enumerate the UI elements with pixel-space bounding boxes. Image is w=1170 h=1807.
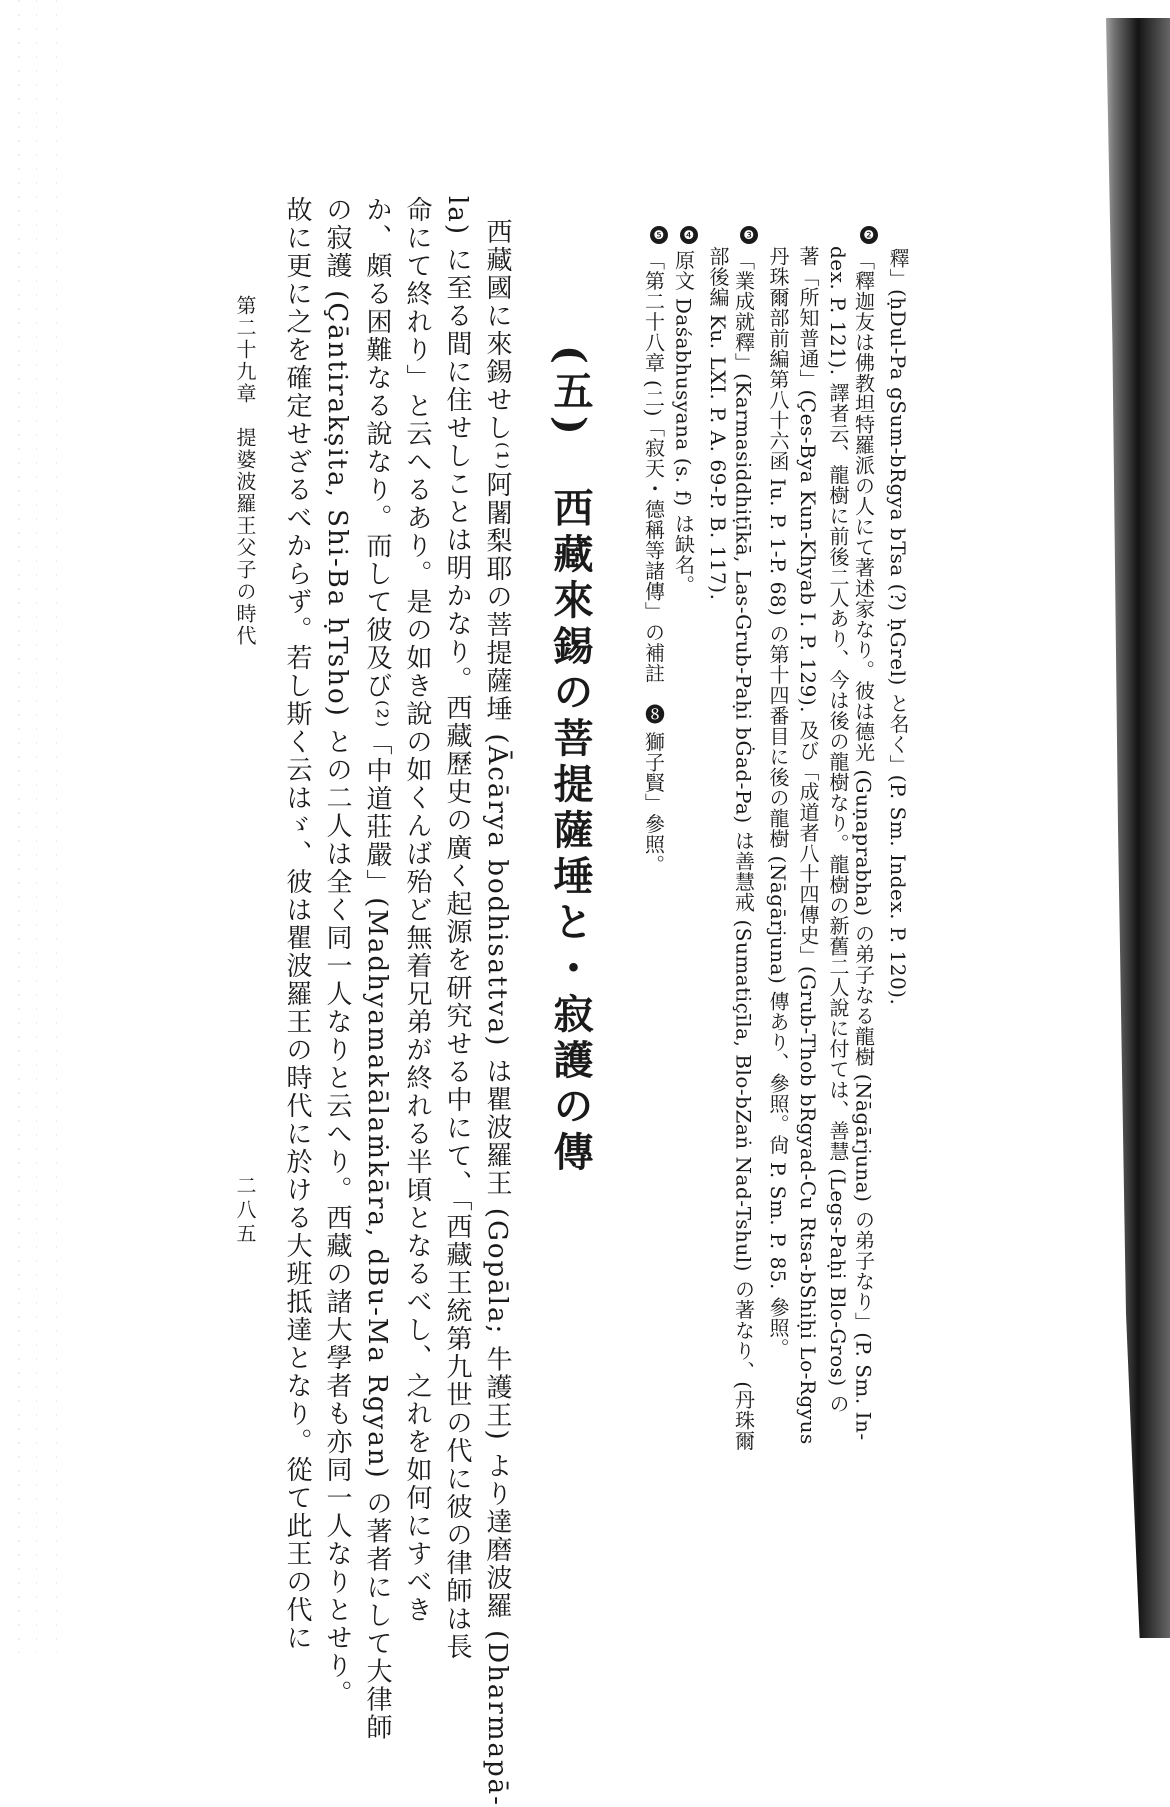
footnote-marker: ❷ [860, 226, 878, 244]
footnote-text: 原文 Daśabhusyana (s. f) は缺名。 [671, 250, 696, 596]
footnote-line-9 [641, 226, 669, 875]
footnote-marker: ❺ [650, 226, 668, 244]
body-line-3: 命にて終れり」と云へるあり。是の如き說の如くんば殆ど無着兄弟が終れる半頃となるべし、之れを如何にすべき [402, 196, 432, 1624]
body-line-2: la) に至る間に住せしことは明かなり。西藏歷史の廣く起源を研究せる中にて、「西藏王統第九世の代に彼の律師は長 [442, 196, 472, 1662]
body-line-4: か、頗る困難なる說なり。而して彼及び⁽²⁾「中道莊嚴」(Madhyamakālaṁkāra, dBu-Ma Rgyan) の著者にして大律師 [362, 196, 392, 1742]
section-heading: (五) 西藏來錫の菩提薩埵と・寂護の傳 [547, 345, 594, 1177]
footnote-line-1 [888, 248, 908, 1005]
footnote-marker: ❸ [740, 226, 758, 244]
footnote-text: 釋」(ḥDul-Pa gSum-bRgya bTsa (?) ḥGrel) と名く」(P. Sm. Index. P. 120). [886, 248, 910, 1006]
footnote-line-4 [798, 246, 818, 1445]
footnote-line-5 [768, 246, 788, 1358]
body-line-6: 故に更に之を確定せざるべからず。若し斯く云はゞ、彼は瞿波羅王の時代に於ける大班抵達となり。從て此王の代に [282, 196, 312, 1652]
footnote-text: 著「所知普通」(Çes-Bya Kun-Khyab I. P. 129). 及び「成道者八十四傳史」(Grub-Thob bRgyad-Cu Rtsa-bShiḥi Lo-Rgyus [796, 246, 820, 1445]
footnote-line-7 [708, 246, 728, 600]
footnote-text: 「業成就釋」(Karmasiddhiṭīkā, Las-Grub-Paḥi bĠad-Pa) は善慧戒 (Sumatiçīla, Blo-bZaṅ Nad-Tshul) の著なり、(丹珠爾 [731, 250, 756, 1452]
footnote-line-8 [671, 226, 699, 596]
running-header: 第二十九章 提婆波羅王父子の時代 [233, 295, 257, 647]
footnote-line-6 [731, 226, 759, 1452]
body-line-1: 西藏國に來錫せし⁽¹⁾阿闍梨耶の菩提薩埵 (Ācārya bodhisattva) は瞿波羅王 (Gopāla; 牛護王) より達磨波羅 (Dharmapā- [482, 218, 512, 1807]
footnote-text: 「第二十八章 (二)「寂天・德稱等諸傳」の補註 ❽ 獅子賢」參照。 [641, 250, 666, 875]
footnote-line-3 [828, 246, 848, 1414]
footnote-text: 部後編 Ku. LXI. P. A. 69-P. B. 117). [706, 246, 730, 601]
footnote-text: 丹珠爾部前編第八十六函 Iu. P. 1-P. 68) の第十四番目に後の龍樹 (Nāgārjuna) 傳あり、參照。尙 P. Sm. P. 85. 參照。 [766, 246, 790, 1359]
page-number: 二八五 [233, 1175, 257, 1247]
footnote-marker: ❹ [680, 226, 698, 244]
footnote-text: dex. P. 121). 譯者云、龍樹に前後二人あり、今は後の龍樹なり。龍樹の新舊二人說に付ては、善慧 (Legs-Paḥi Blo-Gros) の [826, 246, 850, 1415]
footnote-text: 「釋迦友は佛教坦特羅派の人にて著述家なり。彼は德光 (Guṇaprabha) の弟子なる龍樹 (Nāgārjuna) の弟子なり」(P. Sm. In- [851, 250, 876, 1441]
body-line-5: の寂護 (Çāntirakṣita, Shi-Ba ḥTsho) との二人は全く同一人なりと云へり。西藏の諸大學者も亦同一人なりとせり。 [322, 196, 352, 1709]
footnote-line-2 [851, 226, 879, 1441]
binding-shadow [1090, 18, 1170, 1638]
scan-edge-noise [8, 0, 68, 1653]
